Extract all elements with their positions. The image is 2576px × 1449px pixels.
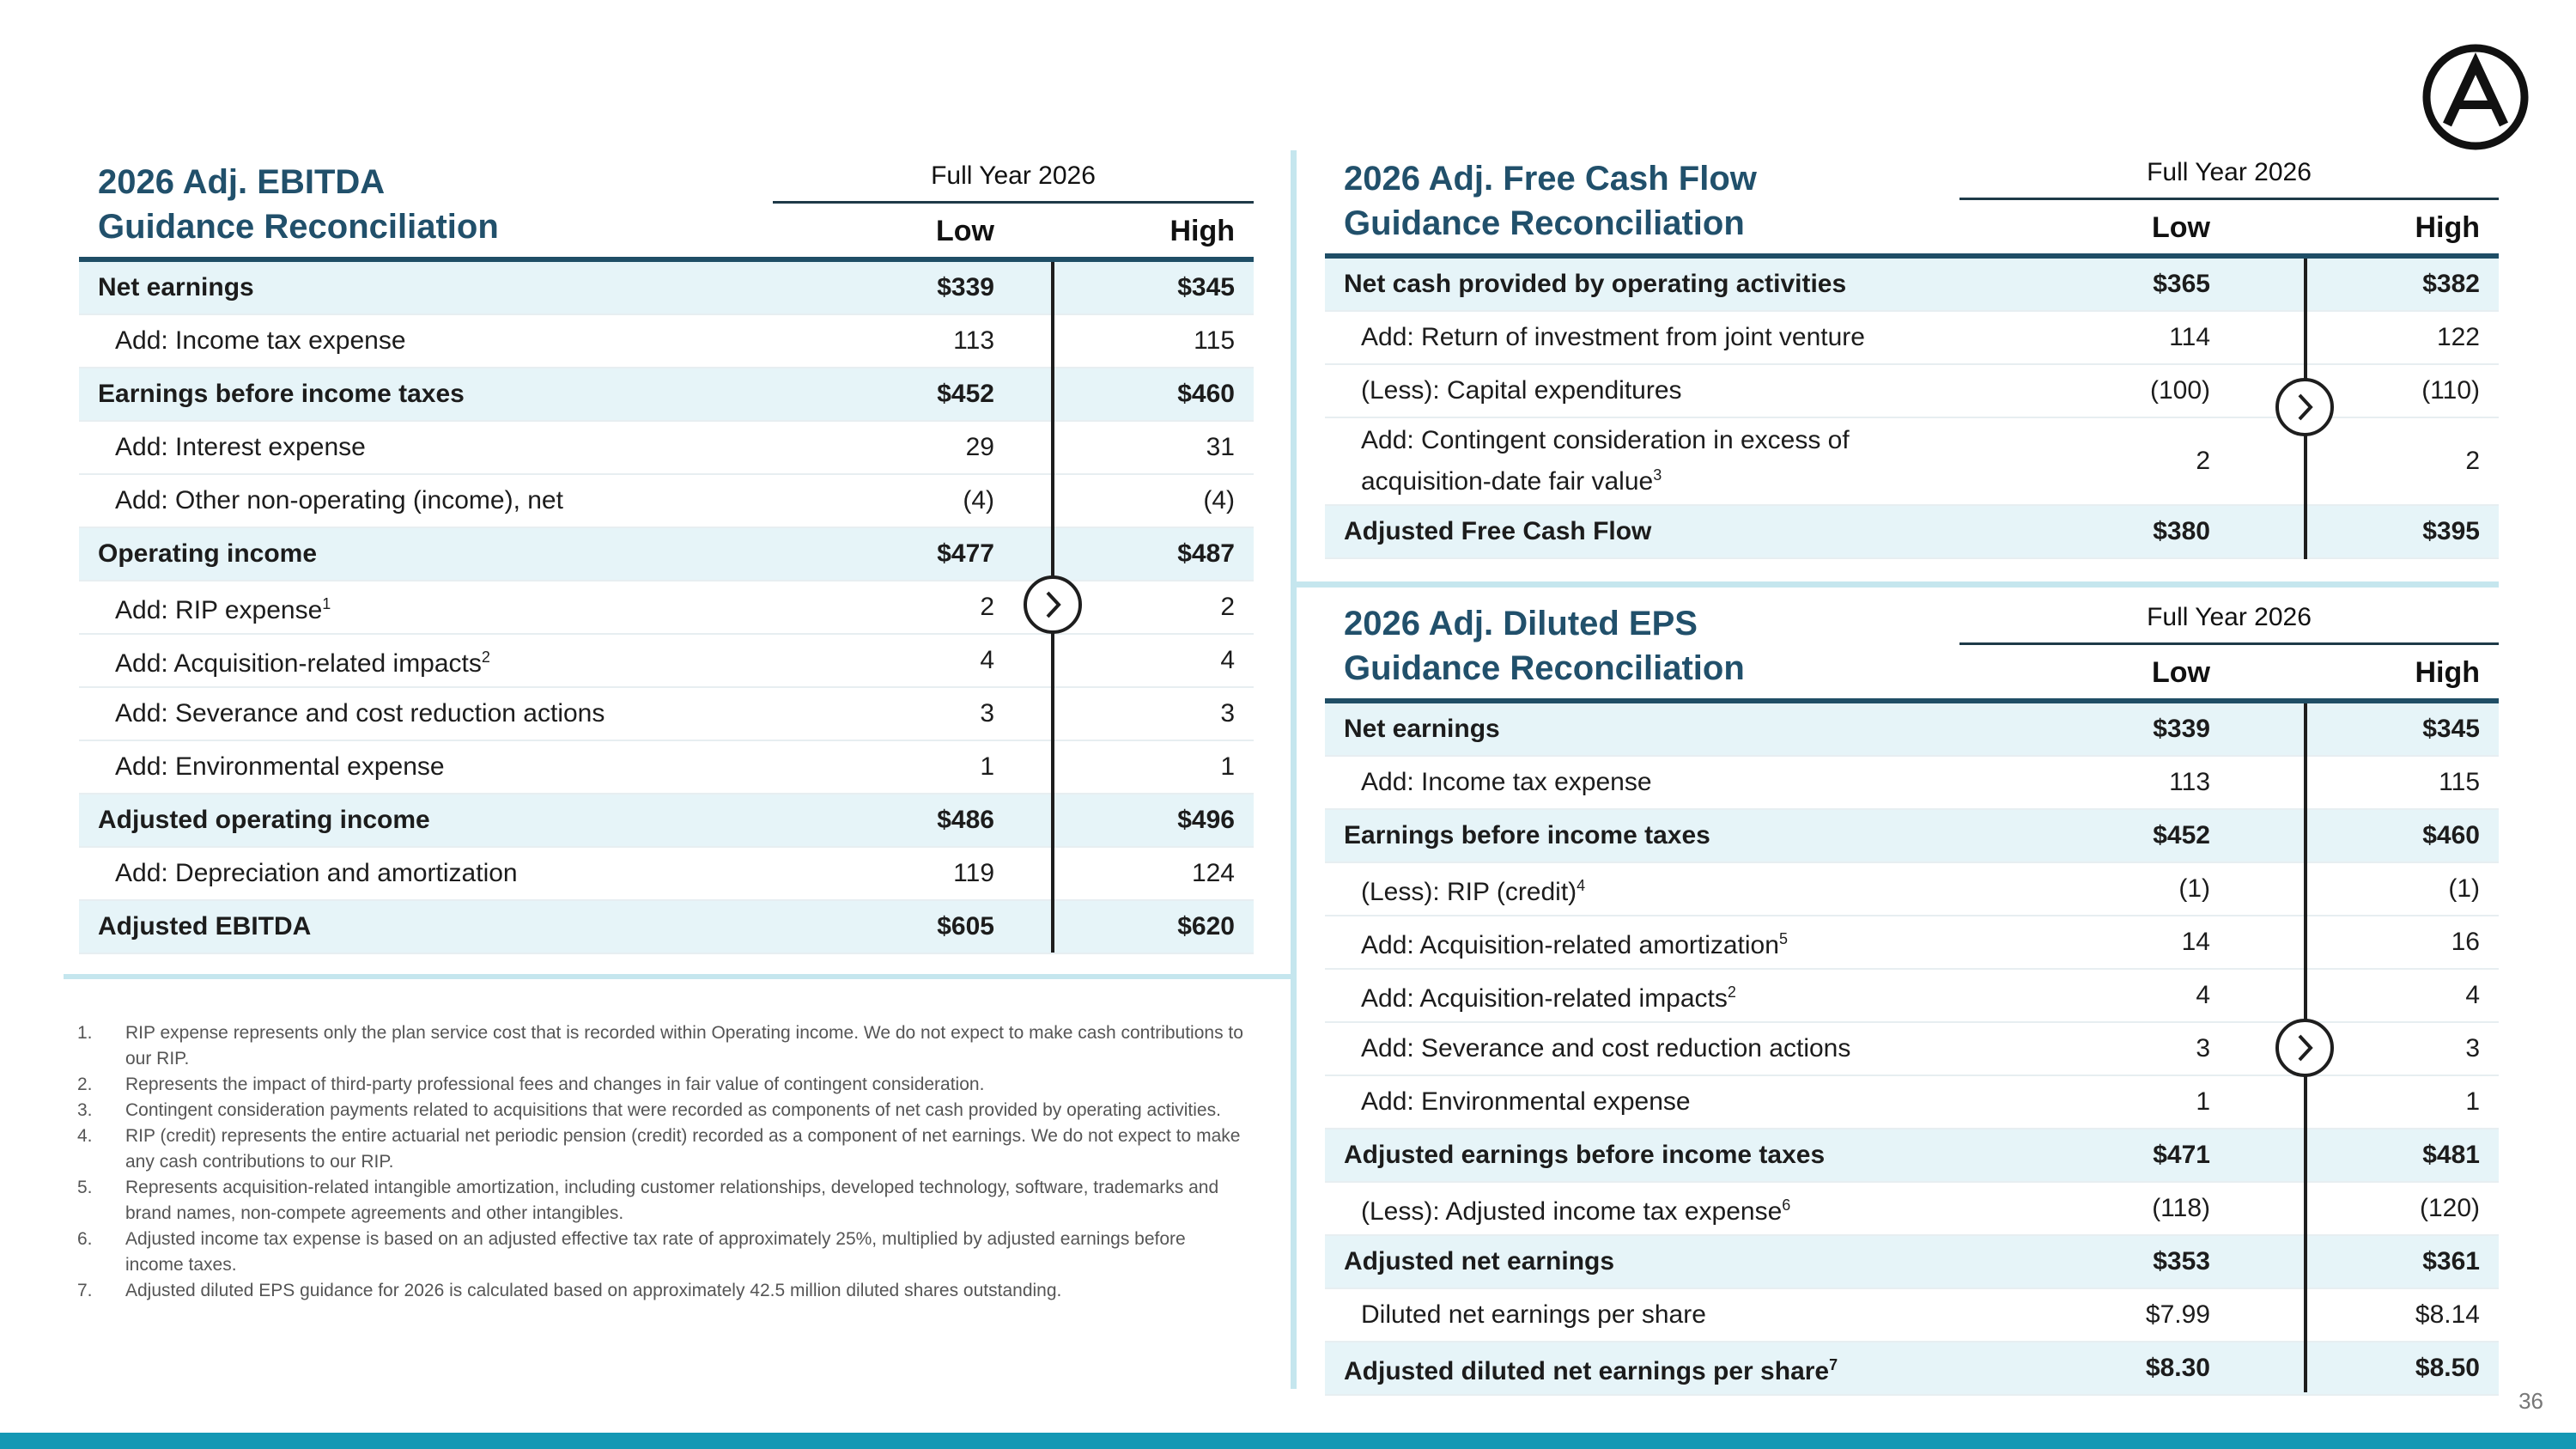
value-high: (1) (2448, 874, 2480, 903)
row-label (79, 803, 1254, 837)
value-low: $8.30 (2145, 1354, 2210, 1382)
ebitda-chevron-icon (1024, 575, 1082, 634)
value-low: $380 (2153, 517, 2210, 545)
table-row (79, 848, 1254, 901)
footnote-item (77, 1020, 1245, 1072)
row-label-text: Operating income (98, 539, 318, 568)
row-label-text: Adjusted diluted net earnings per share (1344, 1357, 1830, 1385)
row-label (79, 430, 1254, 465)
value-low: 2 (2196, 447, 2210, 475)
row-label-text: Add: Environmental expense (115, 752, 445, 781)
value-low: $339 (2153, 715, 2210, 743)
value-high: $496 (1177, 806, 1235, 834)
value-low: 29 (965, 433, 994, 461)
table-row (1325, 916, 2499, 970)
value-low: (1) (2178, 874, 2210, 903)
footnote-text: Represents acquisition-related intangible amortization, including customer relationships, developed technology, software, trademarks and brand names, non-compete agreements and other intangibles. (125, 1178, 1219, 1223)
footnote-item (77, 1227, 1245, 1278)
value-high: 122 (2436, 323, 2480, 351)
footnote-number: 5. (77, 1178, 93, 1197)
row-label-text: Add: Acquisition-related amortization (1361, 931, 1779, 959)
ebitda-period: Full Year 2026 (931, 161, 1096, 190)
row-label-text: Diluted net earnings per share (1361, 1300, 1706, 1329)
table-row (1325, 506, 2499, 559)
bottom-accent-bar (0, 1433, 2576, 1449)
footnote-text: Contingent consideration payments related to acquisitions that were recorded as components of net cash provided by operating activities. (125, 1100, 1221, 1120)
footnote-marker: 6 (1782, 1196, 1791, 1214)
footnote-item (77, 1123, 1245, 1175)
ebitda-period-rule (773, 201, 1254, 204)
value-high: $345 (2422, 715, 2480, 743)
value-high: 2 (2465, 447, 2480, 475)
value-high: $620 (1177, 912, 1235, 941)
value-low: (100) (2149, 376, 2210, 405)
value-high: $460 (2422, 821, 2480, 849)
row-label-text: Add: Acquisition-related impacts (115, 649, 482, 678)
row-label-text: (Less): RIP (credit) (1361, 878, 1577, 906)
table-row (79, 315, 1254, 368)
row-label (79, 856, 1254, 891)
table-row (79, 368, 1254, 422)
value-high: $382 (2422, 270, 2480, 298)
table-row (1325, 1076, 2499, 1129)
table-row (1325, 703, 2499, 757)
footnote-marker: 4 (1577, 877, 1586, 894)
row-label (1325, 975, 2499, 1016)
row-label-text: Net cash provided by operating activities (1344, 270, 1847, 298)
row-label-text: Adjusted EBITDA (98, 912, 312, 941)
value-high: $481 (2422, 1141, 2480, 1169)
row-label (79, 697, 1254, 731)
footnote-text: Adjusted diluted EPS guidance for 2026 is calculated based on approximately 42.5 million diluted shares outstanding. (125, 1281, 1062, 1300)
ebitda-col-low: Low (936, 215, 994, 247)
eps-col-low: Low (2152, 656, 2210, 689)
table-row (79, 528, 1254, 581)
footnote-text: Adjusted income tax expense is based on an adjusted effective tax rate of approximately 25%, multiplied by adjusted earnings before income taxes. (125, 1229, 1186, 1275)
value-high: 4 (1220, 646, 1235, 674)
footnote-number: 3. (77, 1100, 93, 1120)
fcf-col-low: Low (2152, 211, 2210, 244)
right-middle-separator (1297, 581, 2499, 588)
row-label-text: Adjusted Free Cash Flow (1344, 517, 1652, 545)
row-label (1325, 765, 2499, 800)
table-row (1325, 1183, 2499, 1236)
row-label-text: Add: Severance and cost reduction actions (115, 699, 605, 728)
vertical-separator (1291, 150, 1297, 1389)
table-row (1325, 863, 2499, 916)
eps-title-line1: 2026 Adj. Diluted EPS (1344, 605, 1698, 642)
value-high: (110) (2421, 376, 2480, 405)
footnote-marker: 5 (1778, 930, 1788, 947)
fcf-chevron-icon (2275, 378, 2334, 436)
row-label (1325, 423, 2499, 499)
table-row (1325, 1289, 2499, 1342)
row-label (79, 640, 1254, 681)
value-high: $460 (1177, 380, 1235, 408)
value-low: $452 (2153, 821, 2210, 849)
value-high: $345 (1177, 273, 1235, 301)
eps-period: Full Year 2026 (2147, 603, 2312, 631)
table-row (1325, 970, 2499, 1023)
row-label-text: Add: Contingent consideration in excess of (1361, 426, 1850, 454)
footnote-number: 4. (77, 1126, 93, 1146)
value-high: $8.50 (2415, 1354, 2480, 1382)
table-row (1325, 1129, 2499, 1183)
row-label (79, 377, 1254, 411)
eps-title-line2: Guidance Reconciliation (1344, 649, 1745, 687)
footnote-number: 1. (77, 1023, 93, 1043)
value-low: 14 (2181, 928, 2210, 956)
footnote-item (77, 1278, 1245, 1304)
value-low: 113 (2169, 768, 2210, 796)
row-label (1325, 712, 2499, 746)
value-high: (120) (2419, 1194, 2480, 1222)
row-label (79, 750, 1254, 784)
footnote-marker: 2 (481, 648, 490, 666)
eps-title (1344, 601, 1745, 691)
circle-a-logo-icon (2421, 43, 2530, 151)
table-row (1325, 259, 2499, 312)
table-row (79, 635, 1254, 688)
table-row (79, 422, 1254, 475)
eps-chevron-icon (2275, 1019, 2334, 1077)
value-high: 1 (1220, 752, 1235, 781)
logo (2421, 43, 2530, 151)
footnotes (77, 1020, 1245, 1304)
table-row (1325, 1236, 2499, 1289)
table-row (79, 741, 1254, 795)
value-high: 4 (2465, 981, 2480, 1009)
row-label-text: Earnings before income taxes (98, 380, 465, 408)
footnote-number: 6. (77, 1229, 93, 1249)
page-number: 36 (2518, 1388, 2543, 1414)
value-high: 2 (1220, 593, 1235, 621)
row-label (79, 484, 1254, 518)
value-low: 3 (2196, 1034, 2210, 1062)
value-low: 4 (2196, 981, 2210, 1009)
footnote-number: 7. (77, 1281, 93, 1300)
value-high: 124 (1191, 859, 1235, 887)
footnote-marker: 1 (322, 595, 331, 612)
row-label-text: Add: Other non-operating (income), net (115, 486, 563, 514)
row-label-text: (Less): Adjusted income tax expense (1361, 1197, 1783, 1226)
row-label (1325, 267, 2499, 301)
table-row (1325, 1342, 2499, 1396)
value-low: 1 (2196, 1087, 2210, 1116)
ebitda-title (98, 160, 499, 249)
value-low: 2 (980, 593, 994, 621)
footnote-marker: 7 (1829, 1356, 1838, 1373)
fcf-title (1344, 156, 1757, 246)
row-label (1325, 868, 2499, 910)
row-label (1325, 1298, 2499, 1332)
value-high: 16 (2451, 928, 2480, 956)
row-label-text: Net earnings (1344, 715, 1500, 743)
row-label (1325, 1245, 2499, 1279)
value-high: 3 (2465, 1034, 2480, 1062)
footnote-text: RIP (credit) represents the entire actuarial net periodic pension (credit) recorded as a component of net earnings. We do not expect to make any cash contributions to our RIP. (125, 1126, 1241, 1172)
value-low: (118) (2152, 1194, 2210, 1222)
table-row (79, 688, 1254, 741)
row-label (1325, 922, 2499, 963)
row-label (1325, 1138, 2499, 1172)
row-label-text: Add: Income tax expense (1361, 768, 1652, 796)
footnote-text: Represents the impact of third-party professional fees and changes in fair value of contingent consideration. (125, 1075, 985, 1094)
value-low: $339 (937, 273, 994, 301)
row-label-text: Adjusted earnings before income taxes (1344, 1141, 1826, 1169)
table-row (79, 262, 1254, 315)
left-bottom-separator (64, 974, 1291, 979)
fcf-col-high: High (2415, 211, 2480, 244)
value-low: 3 (980, 699, 994, 728)
value-low: 119 (953, 859, 994, 887)
row-label-text: Add: Income tax expense (115, 326, 406, 355)
value-low: $452 (937, 380, 994, 408)
value-low: $486 (937, 806, 994, 834)
footnote-item (77, 1072, 1245, 1098)
fcf-title-line2: Guidance Reconciliation (1344, 204, 1745, 242)
value-high: $395 (2422, 517, 2480, 545)
row-label (79, 271, 1254, 305)
value-high: 3 (1220, 699, 1235, 728)
value-high: $361 (2422, 1247, 2480, 1275)
value-low: 114 (2169, 323, 2210, 351)
row-label-text: Earnings before income taxes (1344, 821, 1710, 849)
value-low: 1 (980, 752, 994, 781)
footnote-marker: 3 (1653, 466, 1662, 484)
ebitda-title-line1: 2026 Adj. EBITDA (98, 163, 386, 201)
row-label-text: Add: Interest expense (115, 433, 366, 461)
value-high: (4) (1203, 486, 1235, 514)
eps-col-high: High (2415, 656, 2480, 689)
row-label (1325, 1085, 2499, 1119)
fcf-period-rule (1959, 198, 2499, 200)
table-row (1325, 312, 2499, 365)
ebitda-col-high: High (1170, 215, 1235, 247)
row-label-text: Adjusted net earnings (1344, 1247, 1615, 1275)
eps-period-rule (1959, 642, 2499, 645)
value-high: $487 (1177, 539, 1235, 568)
value-low: 113 (953, 326, 994, 355)
row-label-text: Net earnings (98, 273, 254, 301)
fcf-title-line1: 2026 Adj. Free Cash Flow (1344, 160, 1757, 198)
ebitda-title-line2: Guidance Reconciliation (98, 208, 499, 246)
fcf-period: Full Year 2026 (2147, 158, 2312, 186)
table-row (79, 901, 1254, 954)
table-row (1325, 810, 2499, 863)
value-high: 115 (2439, 768, 2480, 796)
footnote-marker: 2 (1727, 983, 1736, 1001)
value-high: $8.14 (2415, 1300, 2480, 1329)
value-low: $353 (2153, 1247, 2210, 1275)
row-label-text: Adjusted operating income (98, 806, 430, 834)
row-label (79, 910, 1254, 944)
row-label-text: Add: Acquisition-related impacts (1361, 984, 1728, 1013)
row-label (1325, 1188, 2499, 1229)
footnote-text: RIP expense represents only the plan service cost that is recorded within Operating income. We do not expect to make cash contributions to our RIP. (125, 1023, 1243, 1068)
row-label-text: Add: Severance and cost reduction actions (1361, 1034, 1851, 1062)
value-low: $471 (2153, 1141, 2210, 1169)
row-label-text: Add: RIP expense (115, 596, 323, 624)
table-row (79, 795, 1254, 848)
value-high: 115 (1194, 326, 1235, 355)
value-low: $7.99 (2145, 1300, 2210, 1329)
value-high: 1 (2465, 1087, 2480, 1116)
table-row (79, 475, 1254, 528)
row-label (1325, 1348, 2499, 1389)
row-label (79, 537, 1254, 571)
value-low: $365 (2153, 270, 2210, 298)
value-low: $477 (937, 539, 994, 568)
value-high: 31 (1206, 433, 1235, 461)
row-label-text: Add: Environmental expense (1361, 1087, 1691, 1116)
row-label (1325, 819, 2499, 853)
row-label (1325, 320, 2499, 355)
row-label (1325, 514, 2499, 549)
value-low: 4 (980, 646, 994, 674)
row-label-text: Add: Depreciation and amortization (115, 859, 518, 887)
value-low: (4) (963, 486, 994, 514)
row-label-text: (Less): Capital expenditures (1361, 376, 1682, 405)
footnote-item (77, 1175, 1245, 1227)
row-label-text-line2: acquisition-date fair value (1361, 467, 1654, 496)
footnote-number: 2. (77, 1075, 93, 1094)
footnote-item (77, 1098, 1245, 1123)
value-low: $605 (937, 912, 994, 941)
row-label (79, 324, 1254, 358)
row-label-text: Add: Return of investment from joint venture (1361, 323, 1865, 351)
table-row (1325, 757, 2499, 810)
